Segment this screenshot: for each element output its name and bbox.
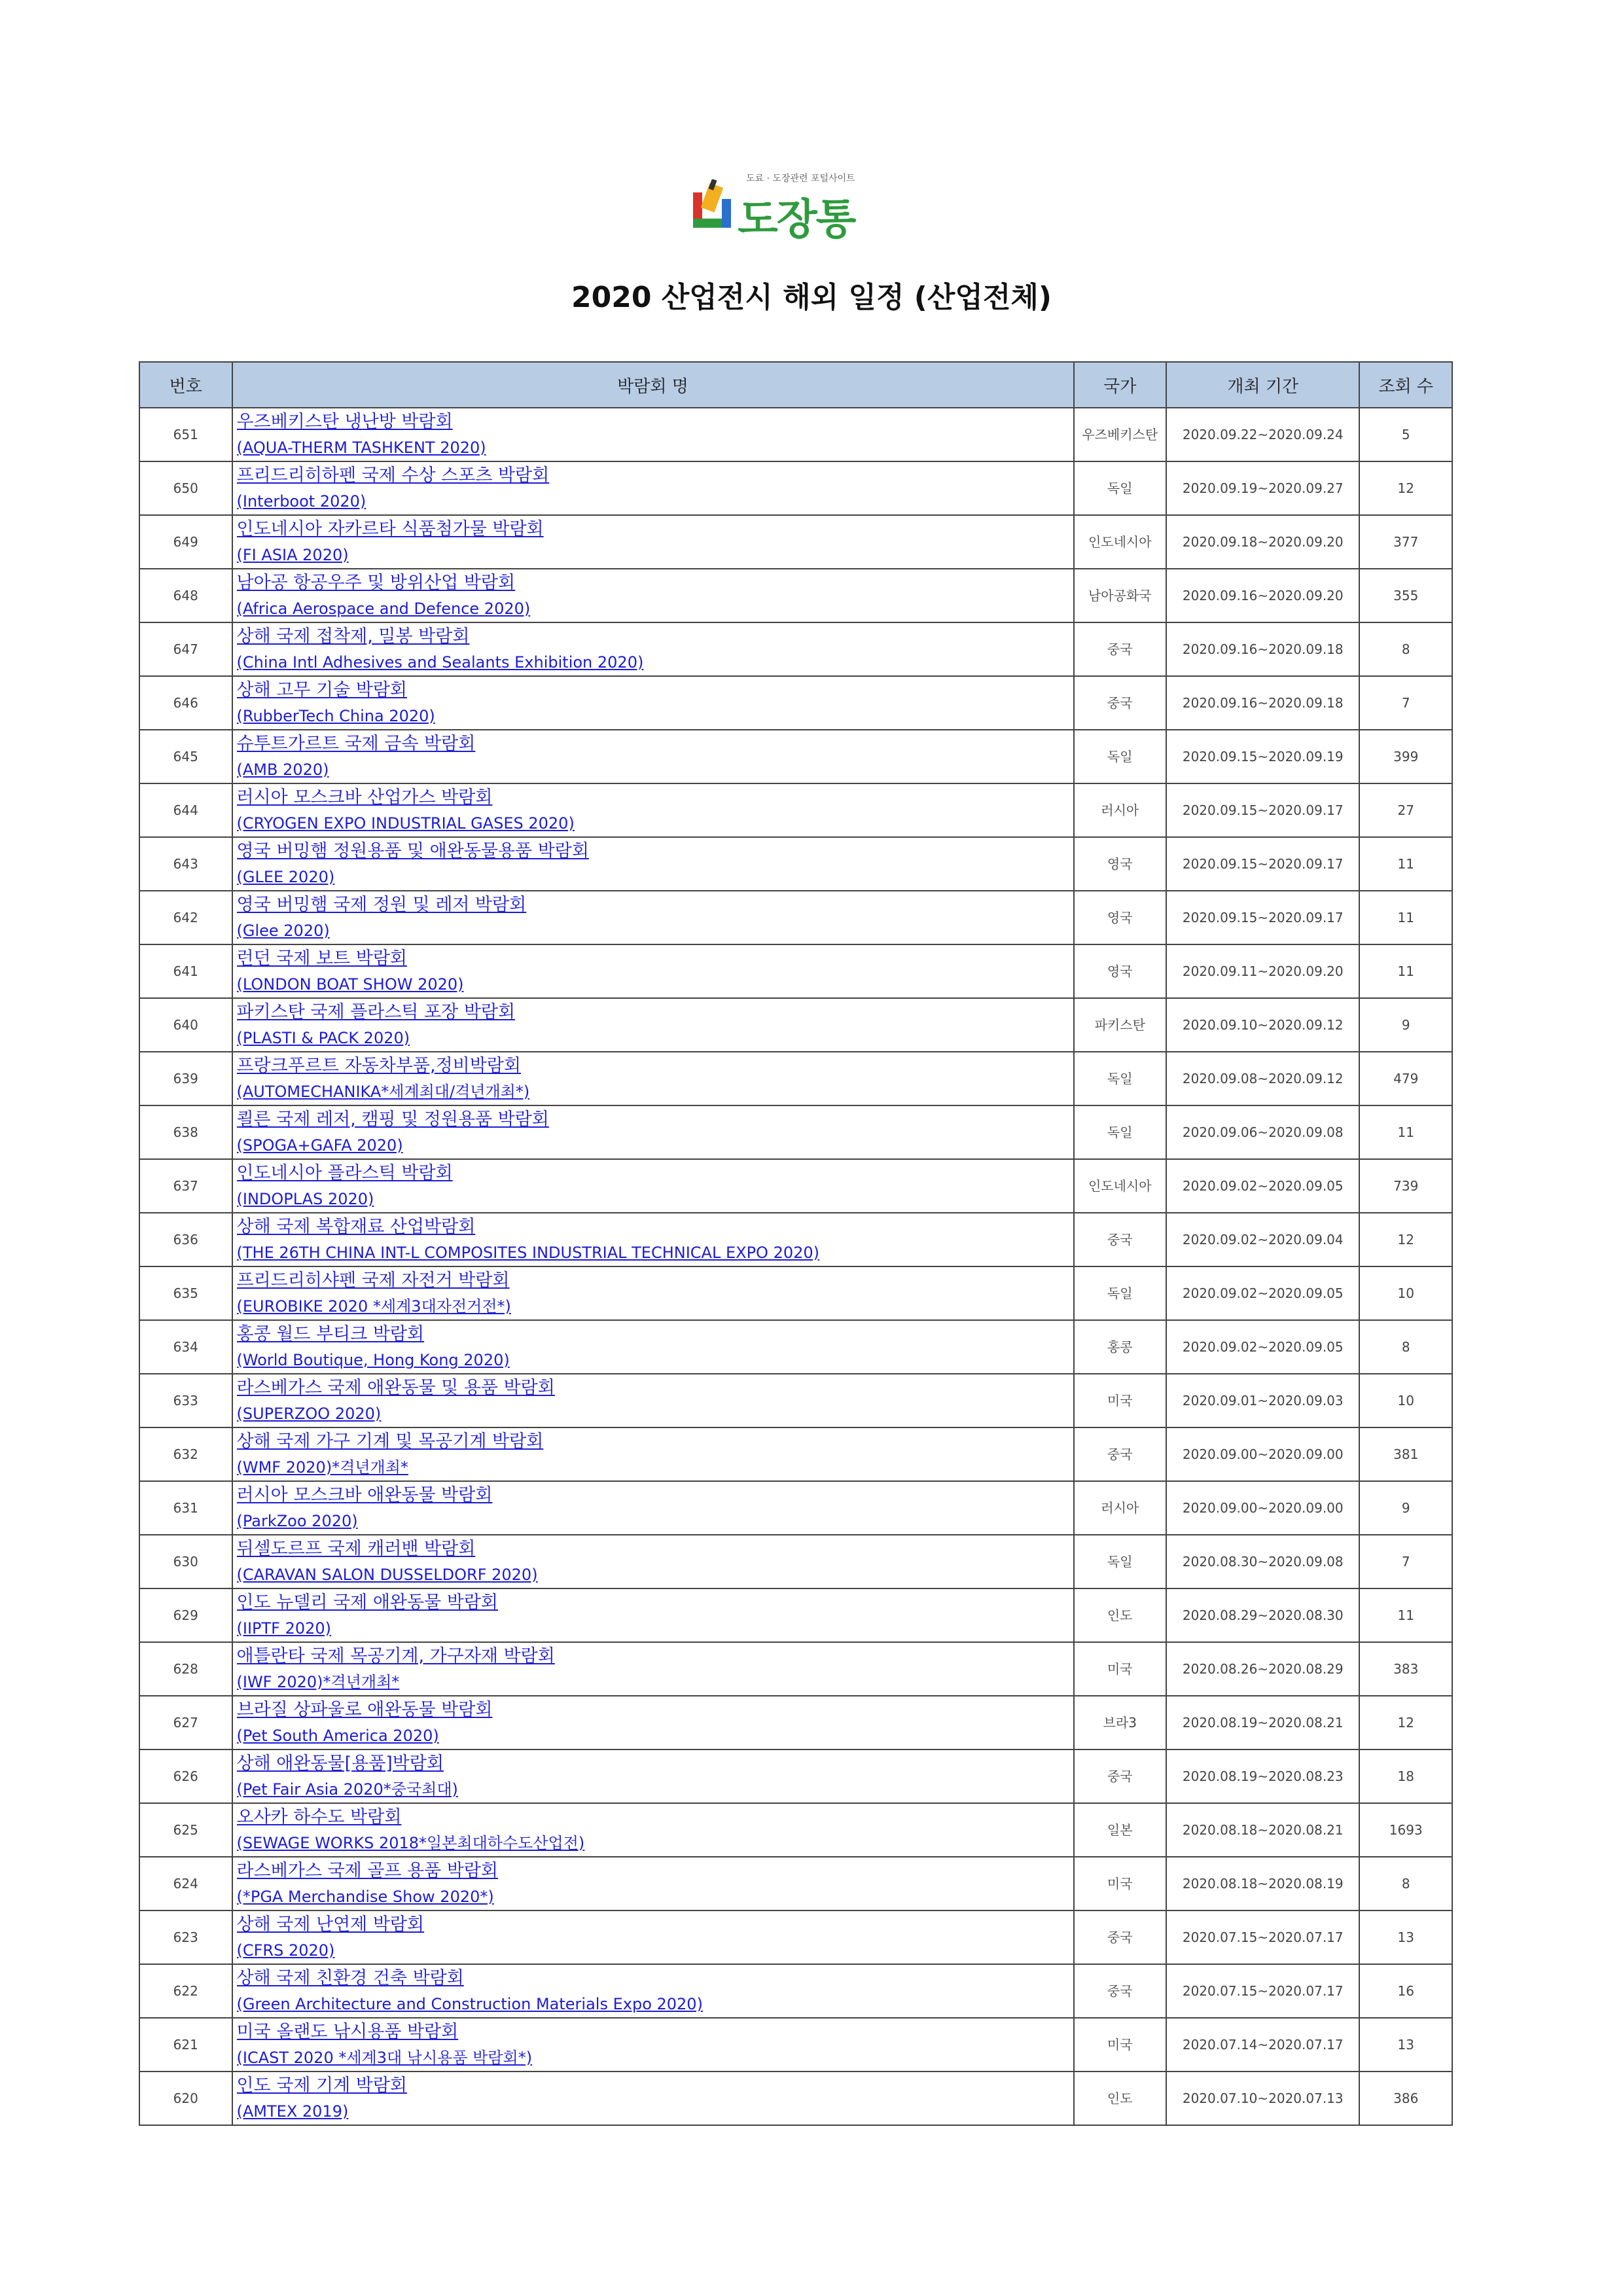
cell-period: 2020.09.15~2020.09.17 (1166, 837, 1359, 891)
col-header-period: 개최 기간 (1166, 362, 1359, 408)
exhibition-link-english[interactable]: (*PGA Merchandise Show 2020*) (236, 1888, 494, 1906)
cell-number: 636 (139, 1213, 232, 1266)
col-header-country: 국가 (1074, 362, 1167, 408)
cell-views: 10 (1359, 1266, 1452, 1320)
cell-period: 2020.09.16~2020.09.18 (1166, 622, 1359, 676)
col-header-views: 조회 수 (1359, 362, 1452, 408)
cell-country: 파키스탄 (1074, 998, 1167, 1052)
cell-number: 625 (139, 1803, 232, 1857)
cell-country: 미국 (1074, 1642, 1167, 1696)
exhibition-link-korean[interactable]: 상해 고무 기술 박람회 (236, 680, 407, 700)
cell-exhibition-name (232, 2018, 1074, 2072)
table-row (139, 676, 1452, 730)
cell-views: 7 (1359, 676, 1452, 730)
table-row (139, 1642, 1452, 1696)
paint-bucket-icon (690, 179, 736, 230)
cell-views: 5 (1359, 408, 1452, 461)
exhibition-link-english[interactable]: (CRYOGEN EXPO INDUSTRIAL GASES 2020) (236, 814, 575, 833)
cell-number: 628 (139, 1642, 232, 1696)
cell-exhibition-name (232, 730, 1074, 783)
cell-country: 미국 (1074, 1374, 1167, 1427)
cell-exhibition-name (232, 1588, 1074, 1642)
cell-views: 9 (1359, 1481, 1452, 1535)
exhibition-link-english[interactable]: (Interboot 2020) (236, 492, 366, 511)
exhibition-link-english[interactable]: (EUROBIKE 2020 *세계3대자전거전*) (236, 1297, 511, 1316)
cell-period: 2020.09.02~2020.09.05 (1166, 1159, 1359, 1213)
table-row (139, 1105, 1452, 1159)
exhibition-link-english[interactable]: (IIPTF 2020) (236, 1619, 332, 1638)
cell-exhibition-name (232, 515, 1074, 569)
cell-country: 인도네시아 (1074, 1159, 1167, 1213)
cell-exhibition-name (232, 569, 1074, 622)
exhibition-link-english[interactable]: (ParkZoo 2020) (236, 1512, 358, 1530)
cell-views: 1693 (1359, 1803, 1452, 1857)
cell-country: 우즈베키스탄 (1074, 408, 1167, 461)
cell-number: 627 (139, 1696, 232, 1749)
cell-number: 629 (139, 1588, 232, 1642)
exhibition-link-english[interactable]: (AMTEX 2019) (236, 2102, 349, 2121)
cell-number: 621 (139, 2018, 232, 2072)
exhibition-link-korean[interactable]: 프리드리히샤펜 국제 자전거 박람회 (236, 1270, 510, 1291)
cell-number: 645 (139, 730, 232, 783)
exhibition-link-english[interactable]: (Glee 2020) (236, 922, 330, 940)
exhibition-link-korean[interactable]: 영국 버밍햄 정원용품 및 애완동물용품 박람회 (236, 841, 589, 861)
table-row (139, 837, 1452, 891)
exhibition-link-korean[interactable]: 파키스탄 국제 플라스틱 포장 박람회 (236, 1002, 516, 1022)
cell-views: 479 (1359, 1052, 1452, 1105)
logo-name: 도장통 (738, 196, 855, 244)
table-header-row (139, 362, 1452, 408)
cell-country: 중국 (1074, 1964, 1167, 2018)
cell-views: 8 (1359, 1320, 1452, 1374)
cell-country: 일본 (1074, 1803, 1167, 1857)
cell-views: 27 (1359, 783, 1452, 837)
exhibition-link-english[interactable]: (Pet Fair Asia 2020*중국최대) (236, 1780, 458, 1799)
exhibition-link-english[interactable]: (THE 26TH CHINA INT-L COMPOSITES INDUSTRIAL TECHNICAL EXPO 2020) (236, 1244, 820, 1262)
exhibition-link-korean[interactable]: 러시아 모스크바 산업가스 박람회 (236, 787, 493, 808)
exhibition-link-english[interactable]: (SUPERZOO 2020) (236, 1405, 382, 1423)
table-row (139, 1803, 1452, 1857)
cell-exhibition-name (232, 1105, 1074, 1159)
cell-country: 러시아 (1074, 1481, 1167, 1535)
cell-exhibition-name (232, 622, 1074, 676)
cell-country: 독일 (1074, 1266, 1167, 1320)
cell-country: 브라3 (1074, 1696, 1167, 1749)
cell-number: 623 (139, 1910, 232, 1964)
cell-views: 386 (1359, 2072, 1452, 2125)
cell-number: 651 (139, 408, 232, 461)
cell-views: 8 (1359, 1857, 1452, 1910)
exhibition-link-korean[interactable]: 상해 국제 난연제 박람회 (236, 1914, 425, 1935)
page-title: 2020 산업전시 해외 일정 (산업전체) (571, 281, 1052, 314)
cell-number: 638 (139, 1105, 232, 1159)
table-row (139, 730, 1452, 783)
cell-exhibition-name (232, 1320, 1074, 1374)
cell-period: 2020.09.02~2020.09.05 (1166, 1266, 1359, 1320)
cell-views: 12 (1359, 1213, 1452, 1266)
site-logo (690, 171, 867, 244)
cell-exhibition-name (232, 1803, 1074, 1857)
exhibition-link-korean[interactable]: 상해 국제 친환경 건축 박람회 (236, 1968, 464, 1988)
cell-views: 13 (1359, 1910, 1452, 1964)
cell-exhibition-name (232, 1481, 1074, 1535)
table-row (139, 515, 1452, 569)
cell-period: 2020.09.02~2020.09.05 (1166, 1320, 1359, 1374)
cell-country: 독일 (1074, 461, 1167, 515)
cell-country: 미국 (1074, 2018, 1167, 2072)
cell-country: 홍콩 (1074, 1320, 1167, 1374)
cell-number: 646 (139, 676, 232, 730)
cell-exhibition-name (232, 1696, 1074, 1749)
cell-exhibition-name (232, 944, 1074, 998)
cell-exhibition-name (232, 1374, 1074, 1427)
cell-views: 11 (1359, 891, 1452, 944)
cell-number: 630 (139, 1535, 232, 1588)
exhibition-link-korean[interactable]: 상해 국제 가구 기계 및 목공기계 박람회 (236, 1431, 544, 1452)
exhibition-link-korean[interactable]: 인도네시아 플라스틱 박람회 (236, 1163, 453, 1183)
exhibition-link-korean[interactable]: 라스베가스 국제 애완동물 및 용품 박람회 (236, 1378, 555, 1398)
cell-country: 독일 (1074, 1105, 1167, 1159)
col-header-name: 박람회 명 (232, 362, 1074, 408)
table-row (139, 1159, 1452, 1213)
cell-views: 12 (1359, 461, 1452, 515)
cell-views: 16 (1359, 1964, 1452, 2018)
cell-exhibition-name (232, 1427, 1074, 1481)
exhibition-link-english[interactable]: (IWF 2020)*격년개최* (236, 1673, 400, 1691)
cell-country: 영국 (1074, 837, 1167, 891)
exhibition-link-english[interactable]: (ICAST 2020 *세계3대 낚시용품 박람회*) (236, 2049, 533, 2067)
cell-period: 2020.09.00~2020.09.00 (1166, 1427, 1359, 1481)
exhibition-link-korean[interactable]: 인도 뉴델리 국제 애완동물 박람회 (236, 1592, 498, 1613)
cell-period: 2020.07.10~2020.07.13 (1166, 2072, 1359, 2125)
table-row (139, 2072, 1452, 2125)
exhibition-link-english[interactable]: (AMB 2020) (236, 761, 329, 779)
cell-period: 2020.08.19~2020.08.21 (1166, 1696, 1359, 1749)
cell-number: 644 (139, 783, 232, 837)
cell-number: 622 (139, 1964, 232, 2018)
table-row (139, 944, 1452, 998)
exhibition-link-english[interactable]: (GLEE 2020) (236, 868, 335, 886)
cell-views: 9 (1359, 998, 1452, 1052)
exhibition-link-english[interactable]: (CFRS 2020) (236, 1941, 335, 1960)
cell-country: 러시아 (1074, 783, 1167, 837)
table-row (139, 1857, 1452, 1910)
exhibition-link-korean[interactable]: 브라질 상파울로 애완동물 박람회 (236, 1700, 493, 1720)
cell-country: 중국 (1074, 1427, 1167, 1481)
exhibition-link-english[interactable]: (FI ASIA 2020) (236, 546, 349, 564)
cell-number: 626 (139, 1749, 232, 1803)
table-row (139, 1481, 1452, 1535)
exhibition-link-english[interactable]: (WMF 2020)*격년개최* (236, 1458, 408, 1477)
cell-number: 648 (139, 569, 232, 622)
cell-exhibition-name (232, 1052, 1074, 1105)
exhibition-link-english[interactable]: (INDOPLAS 2020) (236, 1190, 374, 1208)
cell-number: 640 (139, 998, 232, 1052)
cell-period: 2020.07.14~2020.07.17 (1166, 2018, 1359, 2072)
cell-exhibition-name (232, 1964, 1074, 2018)
table-row (139, 998, 1452, 1052)
cell-views: 11 (1359, 1588, 1452, 1642)
cell-exhibition-name (232, 1213, 1074, 1266)
cell-country: 남아공화국 (1074, 569, 1167, 622)
exhibition-link-english[interactable]: (World Boutique, Hong Kong 2020) (236, 1351, 510, 1369)
table-row (139, 1320, 1452, 1374)
exhibition-link-english[interactable]: (China Intl Adhesives and Sealants Exhibition 2020) (236, 653, 644, 672)
cell-number: 641 (139, 944, 232, 998)
col-header-number: 번호 (139, 362, 232, 408)
cell-views: 377 (1359, 515, 1452, 569)
cell-views: 18 (1359, 1749, 1452, 1803)
exhibition-link-korean[interactable]: 영국 버밍햄 국제 정원 및 레저 박람회 (236, 895, 527, 915)
cell-number: 620 (139, 2072, 232, 2125)
cell-country: 중국 (1074, 676, 1167, 730)
exhibition-link-english[interactable]: (PLASTI & PACK 2020) (236, 1029, 410, 1047)
cell-views: 13 (1359, 2018, 1452, 2072)
cell-exhibition-name (232, 1749, 1074, 1803)
cell-period: 2020.09.15~2020.09.17 (1166, 891, 1359, 944)
table-row (139, 461, 1452, 515)
exhibition-link-korean[interactable]: 프랑크푸르트 자동차부품,정비박람회 (236, 1056, 521, 1076)
cell-period: 2020.09.15~2020.09.19 (1166, 730, 1359, 783)
cell-exhibition-name (232, 1910, 1074, 1964)
table-row (139, 569, 1452, 622)
table-row (139, 1213, 1452, 1266)
cell-number: 650 (139, 461, 232, 515)
cell-number: 649 (139, 515, 232, 569)
table-row (139, 622, 1452, 676)
cell-exhibition-name (232, 1159, 1074, 1213)
cell-views: 381 (1359, 1427, 1452, 1481)
cell-country: 영국 (1074, 944, 1167, 998)
cell-exhibition-name (232, 1266, 1074, 1320)
cell-country: 인도 (1074, 2072, 1167, 2125)
cell-views: 11 (1359, 944, 1452, 998)
table-row (139, 2018, 1452, 2072)
exhibition-link-korean[interactable]: 프리드리히하펜 국제 수상 스포츠 박람회 (236, 465, 550, 486)
cell-period: 2020.09.16~2020.09.20 (1166, 569, 1359, 622)
cell-views: 399 (1359, 730, 1452, 783)
exhibition-link-korean[interactable]: 인도네시아 자카르타 식품첨가물 박람회 (236, 519, 544, 539)
exhibition-link-english[interactable]: (AQUA-THERM TASHKENT 2020) (236, 439, 486, 457)
cell-views: 7 (1359, 1535, 1452, 1588)
cell-number: 637 (139, 1159, 232, 1213)
cell-period: 2020.09.16~2020.09.18 (1166, 676, 1359, 730)
cell-exhibition-name (232, 891, 1074, 944)
cell-number: 624 (139, 1857, 232, 1910)
cell-views: 10 (1359, 1374, 1452, 1427)
cell-number: 642 (139, 891, 232, 944)
exhibition-link-korean[interactable]: 뒤셀도르프 국제 캐러밴 박람회 (236, 1539, 476, 1559)
cell-period: 2020.08.26~2020.08.29 (1166, 1642, 1359, 1696)
cell-country: 인도네시아 (1074, 515, 1167, 569)
exhibition-link-korean[interactable]: 상해 국제 복합재료 산업박람회 (236, 1217, 476, 1237)
table-row (139, 783, 1452, 837)
cell-period: 2020.09.02~2020.09.04 (1166, 1213, 1359, 1266)
cell-number: 632 (139, 1427, 232, 1481)
exhibition-link-english[interactable]: (RubberTech China 2020) (236, 707, 435, 725)
cell-number: 634 (139, 1320, 232, 1374)
exhibition-table (139, 361, 1453, 2126)
exhibition-link-english[interactable]: (LONDON BOAT SHOW 2020) (236, 975, 464, 994)
table-row (139, 891, 1452, 944)
cell-period: 2020.09.06~2020.09.08 (1166, 1105, 1359, 1159)
cell-views: 355 (1359, 569, 1452, 622)
cell-period: 2020.09.11~2020.09.20 (1166, 944, 1359, 998)
cell-period: 2020.09.19~2020.09.27 (1166, 461, 1359, 515)
logo-tagline: 도료 · 도장관련 포털사이트 (746, 173, 855, 184)
table-row (139, 408, 1452, 461)
table-row (139, 1266, 1452, 1320)
cell-number: 631 (139, 1481, 232, 1535)
exhibition-link-korean[interactable]: 러시아 모스크바 애완동물 박람회 (236, 1485, 493, 1505)
cell-period: 2020.08.19~2020.08.23 (1166, 1749, 1359, 1803)
table-row (139, 1427, 1452, 1481)
cell-views: 739 (1359, 1159, 1452, 1213)
table-row (139, 1052, 1452, 1105)
cell-period: 2020.08.18~2020.08.21 (1166, 1803, 1359, 1857)
exhibition-link-korean[interactable]: 쾰른 국제 레저, 캠핑 및 정원용품 박람회 (236, 1109, 549, 1130)
cell-country: 독일 (1074, 1535, 1167, 1588)
cell-views: 383 (1359, 1642, 1452, 1696)
cell-period: 2020.09.15~2020.09.17 (1166, 783, 1359, 837)
cell-period: 2020.08.29~2020.08.30 (1166, 1588, 1359, 1642)
cell-exhibition-name (232, 461, 1074, 515)
cell-period: 2020.09.10~2020.09.12 (1166, 998, 1359, 1052)
cell-exhibition-name (232, 783, 1074, 837)
table-row (139, 1964, 1452, 2018)
cell-exhibition-name (232, 676, 1074, 730)
table-row (139, 1910, 1452, 1964)
cell-number: 639 (139, 1052, 232, 1105)
cell-period: 2020.09.00~2020.09.00 (1166, 1481, 1359, 1535)
cell-exhibition-name (232, 1642, 1074, 1696)
exhibition-link-korean[interactable]: 홍콩 월드 부티크 박람회 (236, 1324, 425, 1344)
exhibition-link-korean[interactable]: 상해 애완동물[용품]박람회 (236, 1753, 444, 1774)
cell-views: 12 (1359, 1696, 1452, 1749)
exhibition-link-korean[interactable]: 런던 국제 보트 박람회 (236, 948, 407, 969)
cell-exhibition-name (232, 837, 1074, 891)
cell-exhibition-name (232, 1857, 1074, 1910)
cell-country: 영국 (1074, 891, 1167, 944)
cell-country: 인도 (1074, 1588, 1167, 1642)
exhibition-link-korean[interactable]: 애틀란타 국제 목공기계, 가구자재 박람회 (236, 1646, 555, 1666)
exhibition-link-korean[interactable]: 슈투트가르트 국제 금속 박람회 (236, 734, 476, 754)
cell-number: 633 (139, 1374, 232, 1427)
cell-period: 2020.08.18~2020.08.19 (1166, 1857, 1359, 1910)
exhibition-link-korean[interactable]: 우즈베키스탄 냉난방 박람회 (236, 412, 453, 432)
cell-country: 중국 (1074, 1749, 1167, 1803)
cell-country: 독일 (1074, 1052, 1167, 1105)
exhibition-link-korean[interactable]: 라스베가스 국제 골프 용품 박람회 (236, 1861, 498, 1881)
exhibition-link-english[interactable]: (Pet South America 2020) (236, 1727, 439, 1745)
exhibition-link-english[interactable]: (Africa Aerospace and Defence 2020) (236, 600, 531, 618)
cell-number: 635 (139, 1266, 232, 1320)
cell-number: 643 (139, 837, 232, 891)
cell-period: 2020.07.15~2020.07.17 (1166, 1910, 1359, 1964)
cell-views: 11 (1359, 837, 1452, 891)
cell-exhibition-name (232, 408, 1074, 461)
exhibition-link-english[interactable]: (Green Architecture and Construction Materials Expo 2020) (236, 1995, 703, 2013)
cell-number: 647 (139, 622, 232, 676)
table-row (139, 1588, 1452, 1642)
cell-exhibition-name (232, 1535, 1074, 1588)
cell-views: 8 (1359, 622, 1452, 676)
table-row (139, 1535, 1452, 1588)
exhibition-link-english[interactable]: (AUTOMECHANIKA*세계최대/격년개최*) (236, 1083, 530, 1101)
cell-country: 독일 (1074, 730, 1167, 783)
cell-country: 중국 (1074, 1213, 1167, 1266)
cell-period: 2020.09.18~2020.09.20 (1166, 515, 1359, 569)
cell-period: 2020.09.08~2020.09.12 (1166, 1052, 1359, 1105)
cell-country: 미국 (1074, 1857, 1167, 1910)
exhibition-link-korean[interactable]: 상해 국제 접착제, 밀봉 박람회 (236, 626, 470, 647)
exhibition-link-english[interactable]: (SPOGA+GAFA 2020) (236, 1136, 403, 1155)
cell-period: 2020.07.15~2020.07.17 (1166, 1964, 1359, 2018)
cell-country: 중국 (1074, 622, 1167, 676)
cell-period: 2020.08.30~2020.09.08 (1166, 1535, 1359, 1588)
cell-views: 11 (1359, 1105, 1452, 1159)
table-row (139, 1374, 1452, 1427)
exhibition-link-english[interactable]: (SEWAGE WORKS 2018*일본최대하수도산업전) (236, 1834, 585, 1852)
exhibition-link-english[interactable]: (CARAVAN SALON DUSSELDORF 2020) (236, 1566, 538, 1584)
exhibition-link-korean[interactable]: 남아공 항공우주 및 방위산업 박람회 (236, 573, 516, 593)
cell-exhibition-name (232, 998, 1074, 1052)
table-row (139, 1749, 1452, 1803)
cell-period: 2020.09.01~2020.09.03 (1166, 1374, 1359, 1427)
exhibition-link-korean[interactable]: 미국 올랜도 낚시용품 박람회 (236, 2022, 459, 2042)
cell-country: 중국 (1074, 1910, 1167, 1964)
cell-exhibition-name (232, 2072, 1074, 2125)
exhibition-link-korean[interactable]: 오사카 하수도 박람회 (236, 1807, 402, 1827)
cell-period: 2020.09.22~2020.09.24 (1166, 408, 1359, 461)
exhibition-link-korean[interactable]: 인도 국제 기계 박람회 (236, 2075, 407, 2096)
table-row (139, 1696, 1452, 1749)
